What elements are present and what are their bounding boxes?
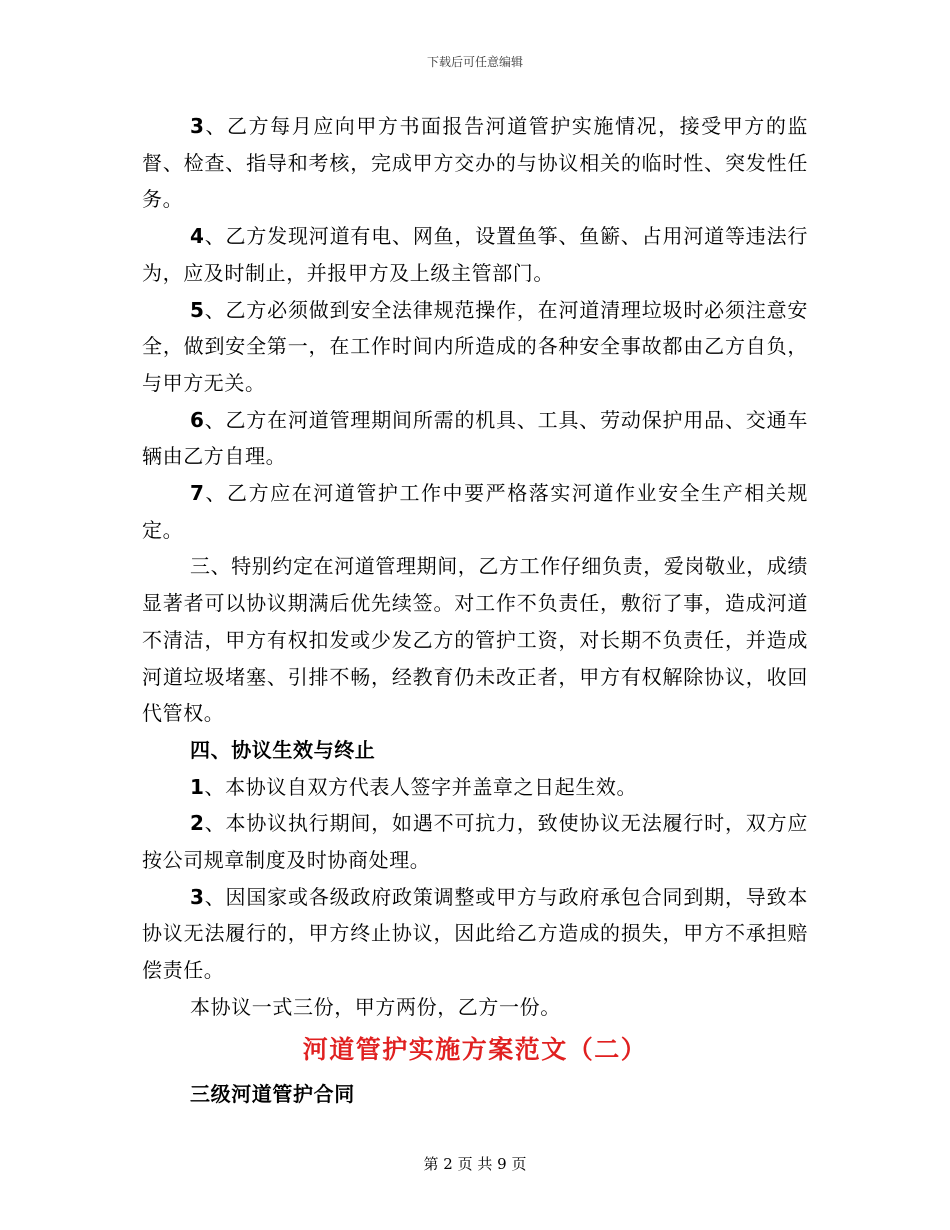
copies-note: 本协议一式三份，甲方两份，乙方一份。 [190, 994, 561, 1019]
clause-item-3 [142, 108, 808, 218]
clause-number: 4 [190, 224, 205, 249]
item-number: 2 [190, 811, 205, 836]
clause-text: 、乙方发现河道有电、网鱼，设置鱼筝、鱼簖、占用河道等违法行为，应及时制止，并报甲方及上级主管部门。 [142, 224, 808, 285]
contract-heading: 三级河道管护合同 [190, 1081, 355, 1106]
clause-item-5 [142, 292, 808, 402]
item-text: 、本协议执行期间，如遇不可抗力，致使协议无法履行时，双方应按公司规章制度及时协商处理。 [142, 811, 808, 873]
clause-item-7 [142, 475, 808, 548]
document-body [142, 108, 808, 1112]
item-text: 、本协议自双方代表人签字并盖章之日起生效。 [204, 774, 638, 799]
header-note: 下载后可任意编辑 [426, 55, 523, 69]
page-number: 第 2 页 共 9 页 [423, 1155, 527, 1173]
section-four-item-2 [142, 805, 808, 878]
section-four-item-1 [142, 769, 808, 806]
clause-text: 、乙方每月应向甲方书面报告河道管护实施情况，接受甲方的监督、检查、指导和考核，完成甲方交办的与协议相关的临时性、突发性任务。 [142, 114, 808, 212]
item-number: 1 [190, 774, 205, 799]
special-clause: 三、特别约定在河道管理期间，乙方工作仔细负责，爱岗敬业，成绩显著者可以协议期满后优先续签。对工作不负责任，敷衍了事，造成河道不清洁，甲方有权扣发或少发乙方的管护工资，对长期不负责任，并造成河道垃圾堵塞、引排不畅，经教育仍未改正者，甲方有权解除协议，收回代管权。 [142, 554, 808, 726]
clause-number: 3 [190, 114, 205, 138]
clause-number: 6 [190, 407, 205, 432]
clause-text: 、乙方在河道管理期间所需的机具、工具、劳动保护用品、交通车辆由乙方自理。 [142, 407, 808, 469]
section-four-item-3 [142, 879, 808, 989]
item-text: 、因国家或各级政府政策调整或甲方与政府承包合同到期，导致本协议无法履行的，甲方终止协议，因此给乙方造成的损失，甲方不承担赔偿责任。 [142, 884, 808, 983]
clause-item-4 [142, 218, 808, 291]
section-four-heading: 四、协议生效与终止 [190, 737, 376, 762]
clause-text: 、乙方必须做到安全法律规范操作，在河道清理垃圾时必须注意安全，做到安全第一，在工作时间内所造成的各种安全事故都由乙方自负，与甲方无关。 [142, 297, 808, 395]
clause-number: 7 [190, 481, 205, 506]
item-number: 3 [190, 884, 205, 909]
section-title: 河道管护实施方案范文（二） [302, 1034, 648, 1064]
clause-number: 5 [190, 297, 205, 322]
clause-text: 、乙方应在河道管护工作中要严格落实河道作业安全生产相关规定。 [142, 481, 808, 542]
clause-item-6 [142, 402, 808, 475]
